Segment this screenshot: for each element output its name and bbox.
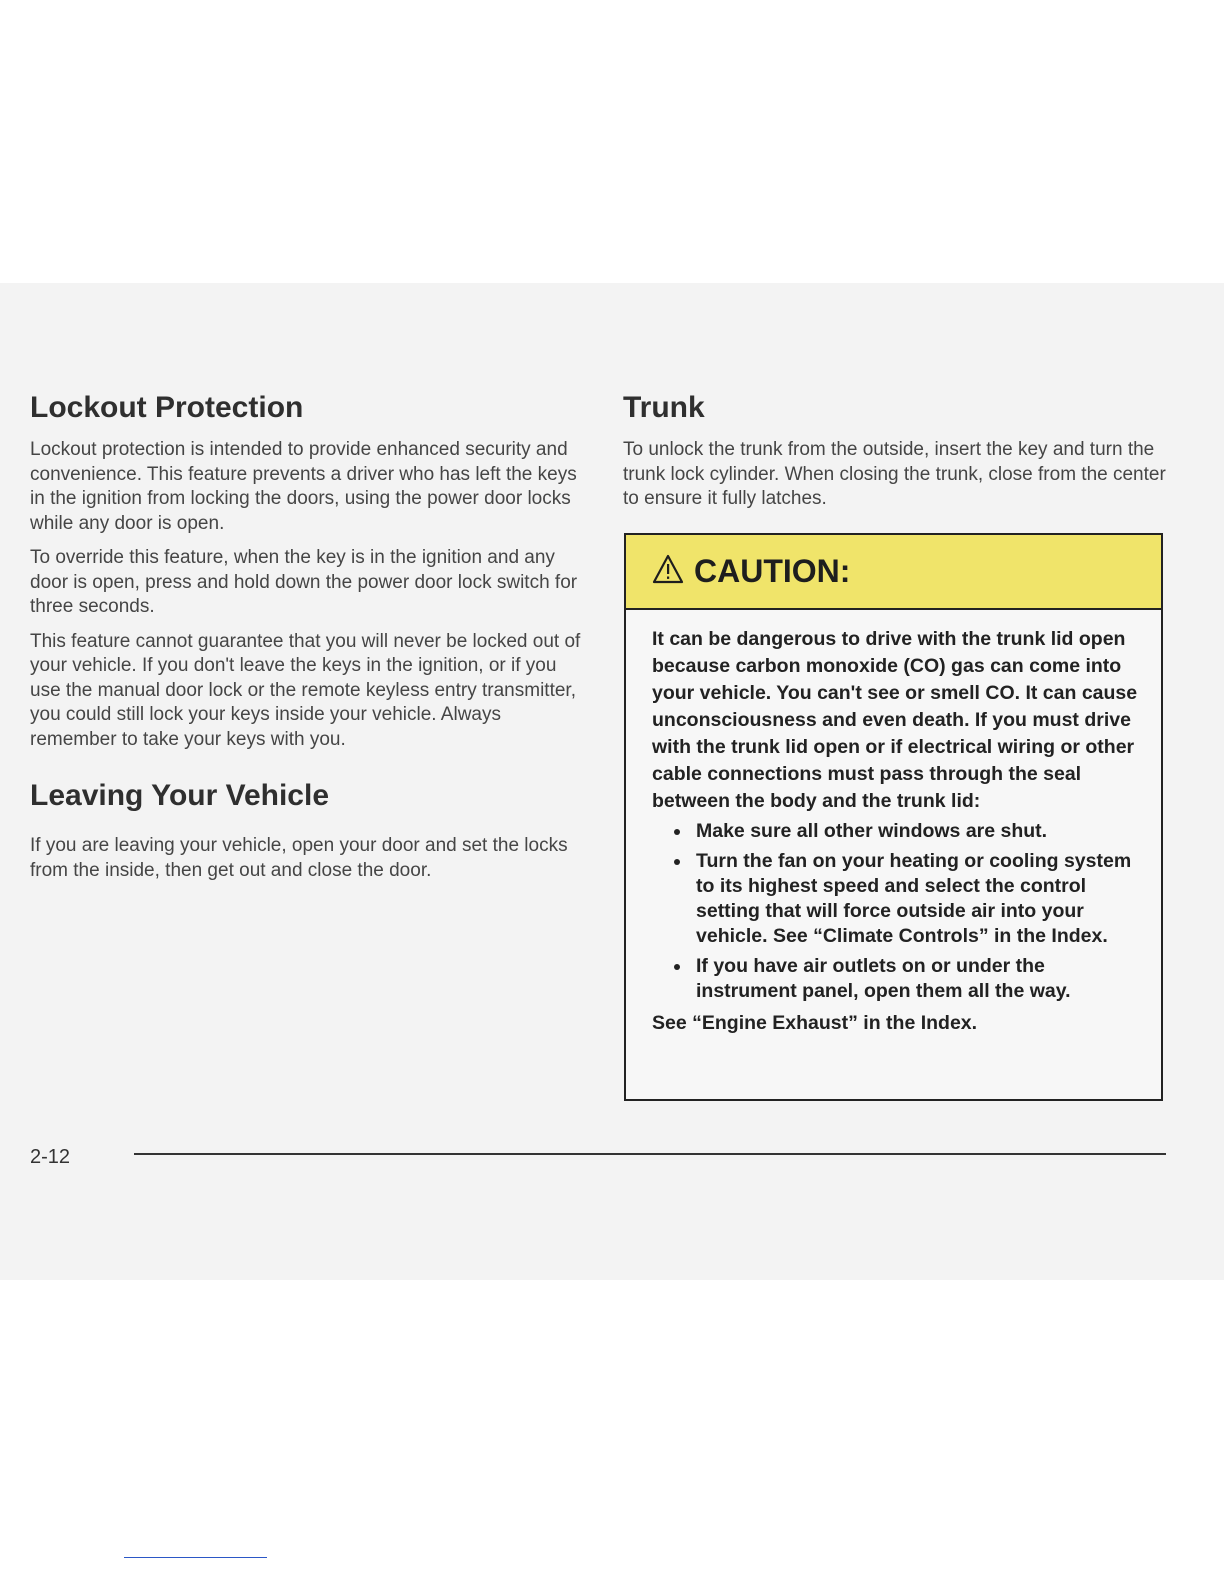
lockout-paragraph-3: This feature cannot guarantee that you will never be locked out of your vehicle. If you don't leave the keys in the ignition, or if you use the manual door lock or the remote keyless entry transmitter, you could still lock your keys inside your vehicle. Always remember to take your keys with you.	[30, 630, 581, 750]
caution-bullet-item: Turn the fan on your heating or cooling system to its highest speed and select the control setting that will force outside air into your vehicle. See “Climate Controls” in the Index.	[652, 849, 1141, 949]
caution-footer-reference: See “Engine Exhaust” in the Index.	[652, 1012, 978, 1034]
lockout-protection-heading: Lockout Protection	[30, 391, 304, 424]
bottom-divider	[124, 1557, 267, 1558]
caution-intro: It can be dangerous to drive with the trunk lid open because carbon monoxide (CO) gas can come into your vehicle. You can't see or smell CO. It can cause unconsciousness and even death. If you must drive with the trunk lid open or if electrical wiring or other cable connections must pass through the seal between the body and the trunk lid:	[652, 628, 1138, 812]
lockout-paragraph-2: To override this feature, when the key is in the ignition and any door is open, press and hold down the power door lock switch for three seconds.	[30, 547, 578, 617]
lockout-paragraph-1: Lockout protection is intended to provide enhanced security and convenience. This feature prevents a driver who has left the keys in the ignition from locking the doors, using the power door locks while any door is open.	[30, 439, 577, 534]
caution-bullet-item: If you have air outlets on or under the instrument panel, open them all the way.	[652, 954, 1141, 1004]
caution-box	[624, 533, 1163, 1101]
leaving-vehicle-heading: Leaving Your Vehicle	[30, 779, 330, 812]
warning-triangle-icon	[652, 554, 684, 589]
bullet-icon	[674, 859, 680, 865]
trunk-paragraph: To unlock the trunk from the outside, insert the key and turn the trunk lock cylinder. When closing the trunk, close from the center to ensure it fully latches.	[623, 439, 1166, 509]
caution-body	[626, 610, 1161, 1037]
caution-bullet-list	[652, 819, 1141, 1004]
left-column	[30, 388, 590, 883]
bullet-icon	[674, 829, 680, 835]
page-number: 2-12	[30, 1146, 71, 1168]
trunk-heading: Trunk	[623, 391, 705, 424]
caution-title: CAUTION:	[694, 553, 851, 589]
bullet-icon	[674, 964, 680, 970]
caution-header	[626, 535, 1161, 610]
right-column	[623, 388, 1168, 512]
caution-bullet-item: Make sure all other windows are shut.	[652, 819, 1141, 844]
footer-divider	[134, 1153, 1166, 1155]
leaving-vehicle-paragraph: If you are leaving your vehicle, open your door and set the locks from the inside, then get out and close the door.	[30, 835, 568, 881]
